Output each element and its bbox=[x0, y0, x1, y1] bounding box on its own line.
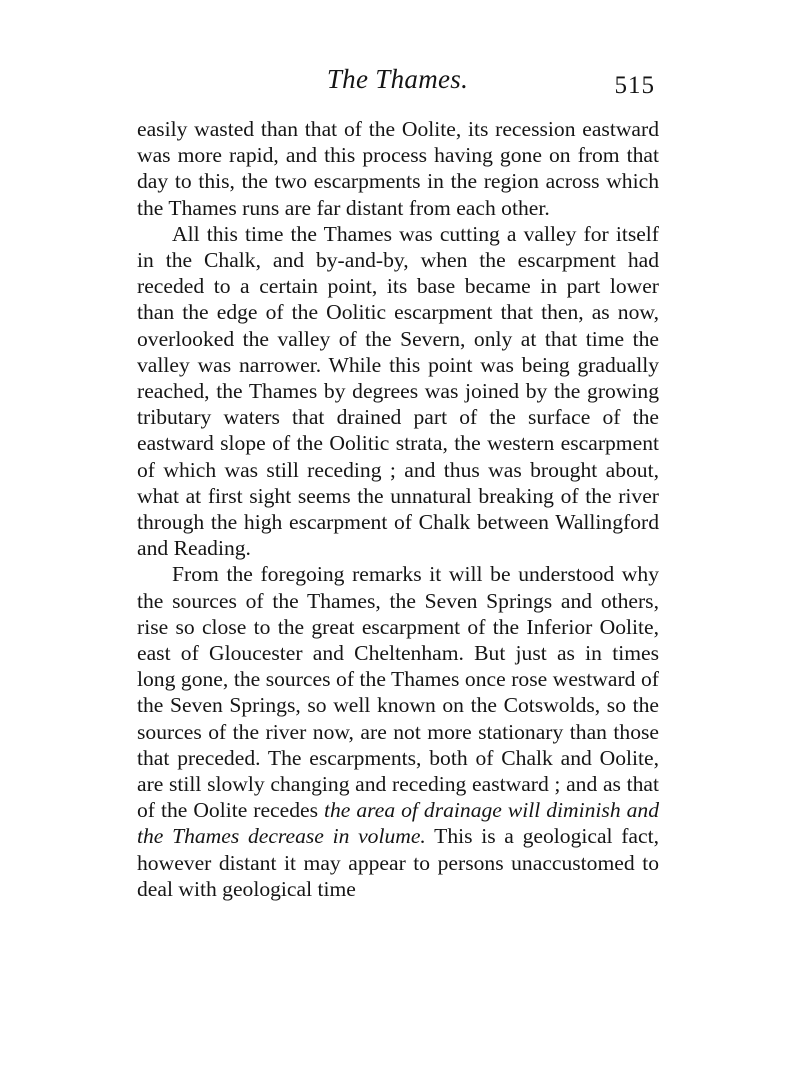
paragraph-2: All this time the Thames was cutting a valley for itself in the Chalk, and by-and-by, when the escarpment had receded to a certain point, its base became in part lower than the edge of the Oolitic escarpment that then, as now, overlooked the valley of the Severn, only at that time the valley was narrower. While this point was being gradually reached, the Thames by degrees was joined by the growing tributary waters that drained part of the surface of the eastward slope of the Oolitic strata, the western escarpment of which was still receding ; and thus was brought about, what at first sight seems the unnatural breaking of the river through the high escarpment of Chalk between Wallingford and Reading. bbox=[137, 221, 659, 561]
running-head bbox=[0, 62, 795, 102]
paragraph-3-text-start: From the foregoing remarks it will be understood why the sources of the Thames, the Seven Springs and others, rise so close to the great escarpment of the Inferior Oolite, east of Gloucester and Cheltenham. But just as in times long gone, the sources of the Thames once rose westward of the Seven Springs, so well known on the Cotswolds, so the sources of the river now, are not more stationary than those that preceded. The escarpments, both of Chalk and Oolite, are still slowly changing and receding eastward ; and as that of the Oolite recedes bbox=[137, 562, 659, 823]
paragraph-3 bbox=[137, 561, 659, 902]
body-text bbox=[137, 116, 659, 902]
paragraph-3-text-end: This is a geological fact, however distant it may appear to persons unaccustomed to deal with geological time bbox=[137, 824, 659, 901]
page-number: 515 bbox=[614, 72, 655, 99]
running-title: The Thames. bbox=[326, 64, 469, 94]
paragraph-1: easily wasted than that of the Oolite, its recession eastward was more rapid, and this process having gone on from that day to this, the two escarpments in the region across which the Thames runs are far distant from each other. bbox=[137, 117, 659, 220]
paragraph-3-italic-text: the area of drainage will diminish and the Thames decrease in volume. bbox=[137, 798, 659, 849]
